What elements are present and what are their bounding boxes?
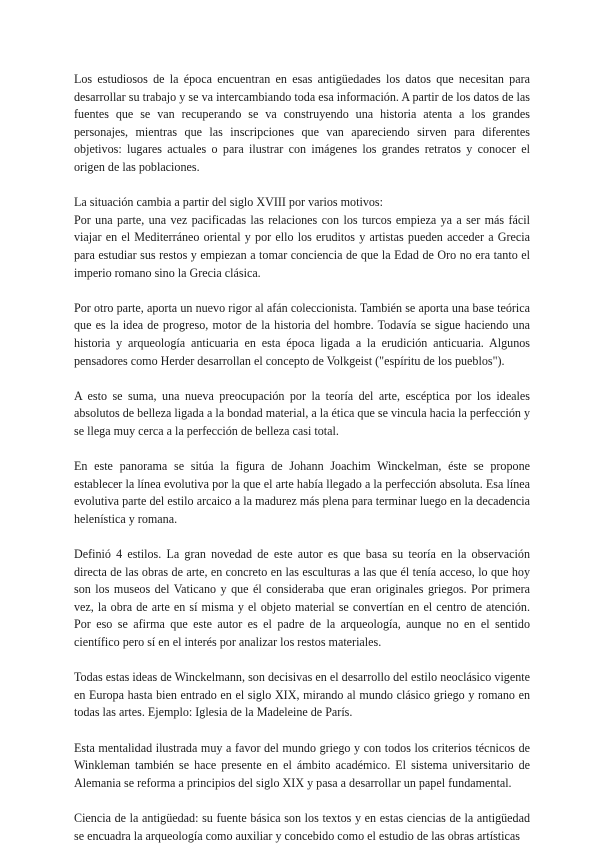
paragraph-8: Todas estas ideas de Winckelmann, son decisivas en el desarrollo del estilo neoclásico vigente en Europa hasta bien entrado en el siglo XIX, mirando al mundo clásico griego y romano en todas las artes. Ejemplo: Iglesia de la Madeleine de París. (74, 670, 530, 720)
document-body (74, 71, 530, 863)
paragraph-1: Los estudiosos de la época encuentran en esas antigüedades los datos que necesitan para desarrollar su trabajo y se va intercambiando toda esa información. A partir de los datos de las fuentes que se van recuperando se va construyendo una historia atenta a los grandes personajes, mientras que las inscripciones que van apareciendo sirven para diferentes objetivos: lugares actuales o para ilustrar con imágenes los grandes retratos y conocer el origen de las poblaciones. (74, 72, 530, 174)
paragraph-7: Definió 4 estilos. La gran novedad de este autor es que basa su teoría en la observación directa de las obras de arte, en concreto en las esculturas a las que él tenía acceso, lo que hoy son los museos del Vaticano y que él consideraba que eran originales griegos. Por primera vez, la obra de arte en sí misma y el objeto material se convertían en el centro de atención. Por eso se afirma que este autor es el padre de la arqueología, aunque no en el sentido científico pero sí en el interés por analizar los restos materiales. (74, 547, 530, 649)
paragraph-10: Ciencia de la antigüedad: su fuente básica son los textos y en estas ciencias de la antigüedad se encuadra la arqueología como auxiliar y concebido como el estudio de las obras artísticas (74, 810, 530, 843)
paragraph-9: Esta mentalidad ilustrada muy a favor del mundo griego y con todos los criterios técnicos de Winkleman también se hace presente en el ámbito académico. El sistema universitario de Alemania se reforma a principios del siglo XIX y pasa a desarrollar un papel fundamental. (74, 740, 530, 790)
paragraph-5: A esto se suma, una nueva preocupación por la teoría del arte, escéptica por los ideales absolutos de belleza ligada a la bondad material, a la ética que se vincula hacia la perfección y se llega muy cerca a la perfección de belleza casi total. (74, 388, 530, 438)
paragraph-3: Por una parte, una vez pacificadas las relaciones con los turcos empieza ya a ser más fácil viajar en el Mediterráneo oriental y por ello los eruditos y artistas pueden acceder a Grecia para estudiar sus restos y empiezan a tomar conciencia de que la Edad de Oro no era tanto el imperio romano sino la Grecia clásica. (74, 212, 530, 280)
paragraph-4: Por otro parte, aporta un nuevo rigor al afán coleccionista. También se aporta una base teórica que es la idea de progreso, motor de la historia del hombre. Todavía se sigue haciendo una historia y arqueología anticuaria en esta época ligada a la erudición anticuaria. Algunos pensadores como Herder desarrollan el concepto de Volkgeist ("espíritu de los pueblos"). (74, 300, 530, 368)
paragraph-2: La situación cambia a partir del siglo XVIII por varios motivos: (74, 195, 383, 210)
paragraph-6: En este panorama se sitúa la figura de Johann Joachim Winckelman, éste se propone establecer la línea evolutiva por la que el arte había llegado a la perfección absoluta. Esa línea evolutiva parte del estilo arcaico a la madurez más plena para terminar luego en la decadencia helenística y romana. (74, 459, 530, 526)
